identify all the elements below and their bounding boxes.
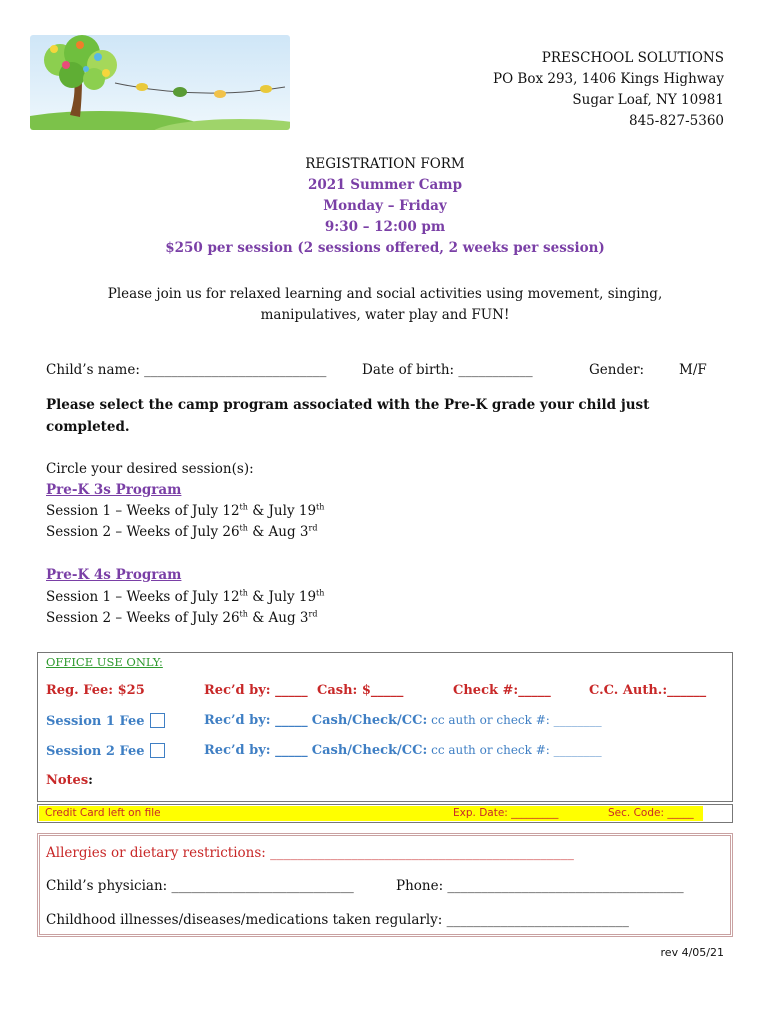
session-2-fee[interactable]	[46, 743, 165, 759]
ordinal-suffix: th	[316, 588, 325, 598]
circle-sessions-label: Circle your desired session(s):	[46, 461, 254, 477]
physician-field[interactable]: Child’s physician: ___________________________	[46, 878, 354, 894]
allergies-field[interactable]: Allergies or dietary restrictions: _____________________________________________	[46, 845, 574, 861]
ordinal-suffix: th	[239, 523, 248, 533]
instruction-line-1: Please select the camp program associated with the Pre-K grade your child just	[46, 397, 650, 413]
session-text: & Aug 3	[247, 524, 309, 540]
program-4s-session-1[interactable]	[46, 589, 324, 605]
form-header	[0, 154, 770, 259]
recd-by-field[interactable]: Rec’d by: _____	[204, 743, 308, 758]
cc-auth-field[interactable]: C.C. Auth.:______	[589, 683, 707, 698]
camp-days: Monday – Friday	[323, 198, 447, 214]
date-of-birth-field[interactable]: Date of birth: ___________	[362, 362, 533, 378]
organization-phone: 845-827-5360	[628, 113, 724, 129]
payment-method-label: Cash/Check/CC:	[311, 743, 428, 758]
ordinal-suffix: rd	[308, 609, 318, 619]
program-3s-title: Pre-K 3s Program	[46, 482, 182, 498]
reg-fee-label: Reg. Fee: $25	[46, 683, 145, 698]
address-line-2: Sugar Loaf, NY 10981	[572, 92, 724, 108]
camp-hours: 9:30 – 12:00 pm	[324, 219, 446, 235]
session-text: Session 1 – Weeks of July 12	[46, 503, 240, 519]
session-2-payment-row[interactable]	[204, 743, 602, 758]
child-name-field[interactable]: Child’s name: ___________________________	[46, 362, 327, 378]
session-text: Session 2 – Weeks of July 26	[46, 610, 240, 626]
cc-auth-or-check-field[interactable]: cc auth or check #: ________	[427, 713, 602, 727]
session-1-payment-row[interactable]	[204, 713, 602, 728]
check-number-field[interactable]: Check #:_____	[453, 683, 551, 698]
session-text: Session 1 – Weeks of July 12	[46, 589, 240, 605]
recd-by-field[interactable]: Rec’d by: _____	[204, 683, 308, 698]
notes-label[interactable]	[46, 773, 93, 788]
program-4s-title: Pre-K 4s Program	[46, 567, 182, 583]
session-1-fee[interactable]	[46, 713, 165, 729]
gender-options[interactable]: M/F	[679, 362, 707, 378]
session-text: & Aug 3	[247, 610, 309, 626]
ordinal-suffix: rd	[308, 523, 318, 533]
credit-card-on-file[interactable]: Credit Card left on file	[45, 807, 161, 819]
ordinal-suffix: th	[239, 609, 248, 619]
intro-line-2: manipulatives, water play and FUN!	[260, 307, 510, 323]
intro-text	[0, 284, 770, 326]
ordinal-suffix: th	[239, 588, 248, 598]
organization-address	[493, 48, 724, 132]
logo-illustration	[30, 35, 290, 130]
cash-field[interactable]: Cash: $_____	[317, 683, 404, 698]
form-title: REGISTRATION FORM	[305, 156, 465, 172]
session-2-fee-checkbox[interactable]	[150, 743, 165, 758]
ordinal-suffix: th	[316, 502, 325, 512]
illnesses-field[interactable]: Childhood illnesses/diseases/medications taken regularly: ___________________________	[46, 912, 629, 928]
payment-method-label: Cash/Check/CC:	[311, 713, 428, 728]
session-text: Session 2 – Weeks of July 26	[46, 524, 240, 540]
instruction-line-2: completed.	[46, 419, 130, 435]
physician-phone-field[interactable]: Phone: ___________________________________	[396, 878, 684, 894]
session-2-fee-label: Session 2 Fee	[46, 744, 145, 759]
program-4s-session-2[interactable]	[46, 610, 317, 626]
session-1-fee-checkbox[interactable]	[150, 713, 165, 728]
sec-code-field[interactable]: Sec. Code: _____	[608, 807, 694, 819]
session-text: & July 19	[247, 503, 317, 519]
notes-colon: :	[88, 773, 93, 788]
session-1-fee-label: Session 1 Fee	[46, 714, 145, 729]
session-text: & July 19	[247, 589, 317, 605]
program-3s-session-2[interactable]	[46, 524, 317, 540]
office-use-heading: OFFICE USE ONLY:	[46, 655, 163, 669]
recd-by-field[interactable]: Rec’d by: _____	[204, 713, 308, 728]
gender-label: Gender:	[589, 362, 645, 378]
exp-date-field[interactable]: Exp. Date: _________	[453, 807, 559, 819]
program-3s-session-1[interactable]	[46, 503, 324, 519]
intro-line-1: Please join us for relaxed learning and social activities using movement, singing,	[107, 286, 663, 302]
organization-name: PRESCHOOL SOLUTIONS	[541, 50, 724, 66]
cc-auth-or-check-field[interactable]: cc auth or check #: ________	[427, 743, 602, 757]
address-line-1: PO Box 293, 1406 Kings Highway	[492, 71, 724, 87]
revision-date: rev 4/05/21	[660, 946, 724, 959]
camp-name: 2021 Summer Camp	[307, 177, 463, 193]
notes-text: Notes	[46, 773, 89, 788]
ordinal-suffix: th	[239, 502, 248, 512]
camp-price: $250 per session (2 sessions offered, 2 weeks per session)	[165, 240, 605, 256]
